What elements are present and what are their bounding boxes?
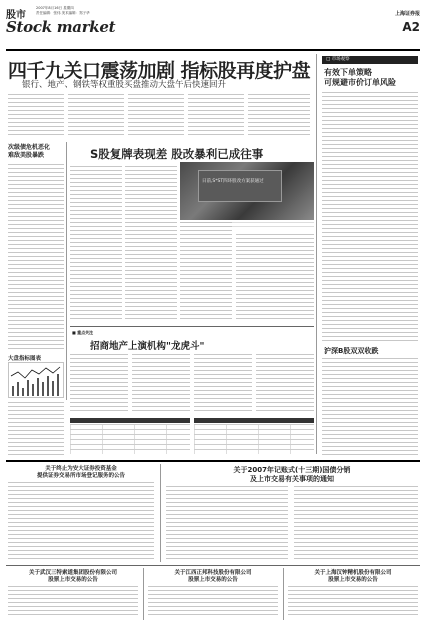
notice-box [286, 568, 420, 620]
photo-caption [180, 222, 314, 230]
right-article-body [322, 92, 418, 342]
notice-title-line-1: 关于武汉三特索道集团股份有限公司 [28, 570, 117, 576]
sub-headline: 银行、地产、钢铁等权重股买盘推动大盘午后快速回升 [22, 80, 227, 90]
market-watch-tag-label: 市场观察 [331, 57, 350, 62]
section-title-cn: 股市 [6, 10, 26, 21]
notice-body [148, 586, 278, 618]
lead-article-body [8, 94, 64, 138]
mid-article-body [132, 354, 190, 414]
paper-name: 上海证券报 [394, 11, 420, 17]
date-line: 2007年8月16日 星期四 [36, 6, 74, 10]
notice-title [164, 466, 420, 484]
section-title-en: Stock market [6, 18, 116, 36]
section-rule [70, 326, 314, 327]
mid-article-body [256, 354, 314, 414]
masthead-rule [6, 49, 420, 51]
notice-body [8, 482, 154, 560]
notice-box [164, 464, 420, 562]
notice-box [6, 568, 140, 620]
column-divider [283, 568, 284, 620]
notice-title-line-1: 关于江西正邦科技股份有限公司 [174, 570, 252, 576]
tag-icon: ■ [72, 330, 78, 335]
notices-rule [6, 460, 420, 462]
chart-bar [12, 386, 14, 396]
notice-body [294, 486, 418, 560]
lead-article-body [128, 94, 184, 138]
notice-box [6, 464, 156, 562]
column-divider [66, 142, 67, 400]
notice-title-line-2: 股票上市交易的公告 [188, 577, 238, 583]
masthead [6, 4, 420, 48]
chart-bar [22, 388, 24, 396]
lead-article-body [68, 94, 124, 138]
tag-icon: □ [326, 57, 332, 62]
b-share-title: 沪深B股双双收跌 [324, 347, 379, 355]
notice-title-line-1: 关于终止为安大证券投资基金 [45, 466, 117, 472]
main-headline: 四千九关口震荡加剧 指标股再度护盘 [8, 60, 311, 82]
lead-article-body [188, 94, 244, 138]
feature-body [70, 166, 122, 322]
notice-title-line-2: 提供证券交易所市场登记服务的公告 [36, 473, 125, 479]
editor-line: 责任编辑：张伟 美术编辑：郑子华 [36, 11, 90, 15]
right-article-title [324, 68, 418, 88]
mid-article-body [70, 354, 128, 414]
notices-rule [6, 565, 420, 566]
notice-title-line-1: 关于上海汉钟精机股份有限公司 [314, 570, 392, 576]
chart-line [11, 367, 60, 378]
chart-bar [42, 382, 44, 396]
chart-bars [12, 374, 59, 396]
left-article-body [8, 164, 64, 350]
mid-article-title: 招商地产上演机构"龙虎斗" [90, 341, 205, 352]
left-article-title-line-1: 次级债危机恶化 [8, 144, 51, 151]
notice-title-line-2: 及上市交易有关事项的通知 [250, 475, 334, 483]
chart-bar [37, 378, 39, 396]
lead-article-body [248, 94, 310, 138]
chart-bar [52, 381, 54, 396]
notice-title [6, 466, 156, 480]
right-article-title-line-1: 有效下单策略 [324, 68, 372, 77]
data-table [70, 424, 190, 454]
market-watch-tag [322, 56, 418, 64]
column-divider [160, 464, 161, 562]
index-chart-title: 大盘指标图表 [8, 356, 42, 362]
left-article-title [8, 144, 64, 160]
chart-bar [47, 376, 49, 396]
photo-screen [198, 170, 282, 202]
notice-title-line-1: 关于2007年记账式(十三期)国债分销 [233, 466, 351, 474]
chart-frame [9, 363, 64, 398]
page-number: A2 [402, 20, 420, 34]
notice-body [288, 586, 418, 618]
column-divider [316, 54, 317, 454]
chart-bar [32, 384, 34, 396]
notice-title-line-2: 股票上市交易的公告 [328, 577, 378, 583]
notice-title [286, 570, 420, 584]
data-table-header [194, 418, 314, 423]
data-table [194, 424, 314, 454]
notice-body [8, 586, 138, 618]
right-article-title-line-2: 可规避市价订单风险 [324, 78, 396, 87]
left-article-title-line-2: 难敌美股暴跌 [8, 152, 45, 159]
index-chart [8, 362, 64, 398]
feature-photo [180, 162, 314, 220]
column-divider [143, 568, 144, 620]
chart-bar [27, 380, 29, 396]
notice-title [146, 570, 280, 584]
feature-body [180, 222, 232, 322]
feature-body [236, 234, 314, 322]
chart-bar [57, 374, 59, 396]
notice-title [6, 570, 140, 584]
notice-box [146, 568, 280, 620]
focus-tag-label: 重点关注 [77, 330, 94, 335]
focus-tag [72, 330, 93, 336]
mid-article-body [194, 354, 252, 414]
b-share-body [322, 358, 418, 456]
notice-title-line-2: 股票上市交易的公告 [48, 577, 98, 583]
left-article-body [8, 402, 64, 458]
notice-body [166, 486, 288, 560]
feature-body [125, 166, 177, 322]
data-table-header [70, 418, 190, 423]
chart-bar [17, 382, 19, 396]
photo-overlay-text: 日前,S*ST四环股改方案获通过 [202, 179, 264, 184]
feature-title: S股复牌表现差 股改暴利已成往事 [90, 147, 264, 161]
